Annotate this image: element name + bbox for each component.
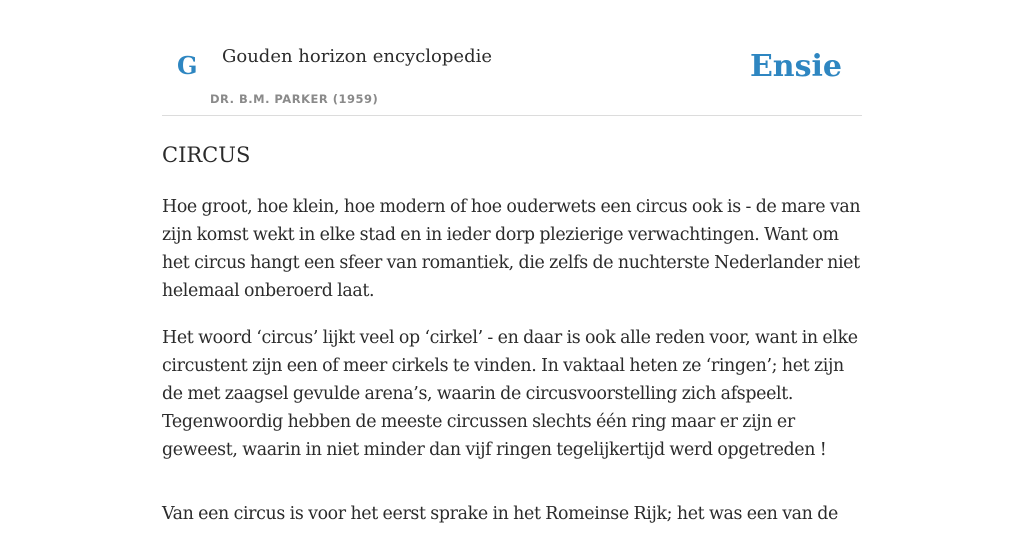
- article-paragraph: Van een circus is voor het eerst sprake in het Romeinse Rijk; het was een van de: [162, 504, 838, 524]
- source-header: [162, 0, 862, 116]
- source-logo[interactable]: G: [177, 51, 198, 80]
- article-title: CIRCUS: [162, 143, 251, 167]
- source-author: DR. B.M. PARKER (1959): [210, 92, 379, 106]
- article: [162, 140, 862, 547]
- article-paragraph: Hoe groot, hoe klein, hoe modern of hoe ouderwets een circus ook is - de mare van zijn komst wekt in elke stad en in ieder dorp plezierige verwachtingen. Want om het circus hangt een sfeer van romantiek, die zelfs de nuchterste Nederlander niet helemaal onberoerd laat.: [162, 197, 861, 301]
- source-title[interactable]: Gouden horizon encyclopedie: [222, 46, 492, 67]
- brand-logo[interactable]: Ensie: [749, 49, 842, 84]
- article-paragraph: Het woord ‘circus’ lijkt veel op ‘cirkel’ - en daar is ook alle reden voor, want in elke circustent zijn een of meer cirkels te vinden. In vaktaal heten ze ‘ringen’; het zijn de met zaagsel gevulde arena’s, waarin de circusvoorstelling zich afspeelt. Tegenwoordig hebben de meeste circussen slechts één ring maar er zijn er geweest, waarin in niet minder dan vijf ringen tegelijkertijd werd opgetreden !: [162, 328, 858, 460]
